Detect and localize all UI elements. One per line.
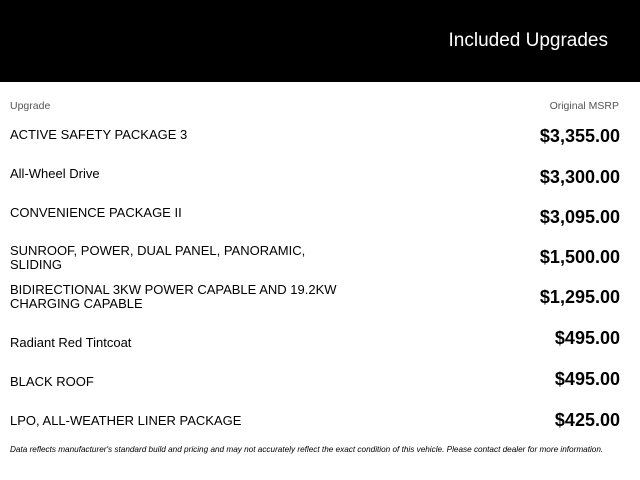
header-bar	[0, 0, 640, 82]
upgrade-name: BIDIRECTIONAL 3KW POWER CAPABLE AND 19.2KW CHARGING CAPABLE	[10, 282, 337, 311]
upgrade-name: LPO, ALL-WEATHER LINER PACKAGE	[10, 413, 242, 428]
upgrade-price: $425.00	[554, 410, 620, 430]
column-header-msrp: Original MSRP	[549, 100, 619, 112]
upgrade-name: All-Wheel Drive	[10, 166, 100, 181]
upgrade-price: $1,500.00	[539, 247, 620, 267]
upgrade-price: $495.00	[554, 369, 620, 389]
upgrade-price: $3,355.00	[539, 126, 620, 146]
upgrade-name: Radiant Red Tintcoat	[10, 335, 132, 350]
upgrade-price: $3,095.00	[539, 207, 620, 227]
disclaimer-text: Data reflects manufacturer's standard build and pricing and may not accurately reflect the exact condition of this vehicle. Please contact dealer for more information.	[10, 445, 604, 454]
upgrade-name: BLACK ROOF	[10, 374, 94, 389]
column-header-upgrade: Upgrade	[10, 100, 51, 112]
upgrade-price: $3,300.00	[539, 167, 620, 187]
upgrade-name: CONVENIENCE PACKAGE II	[10, 205, 182, 220]
upgrade-name: ACTIVE SAFETY PACKAGE 3	[10, 127, 188, 142]
upgrade-price: $495.00	[554, 328, 620, 348]
upgrade-name: SUNROOF, POWER, DUAL PANEL, PANORAMIC, SLIDING	[10, 243, 306, 272]
page-title: Included Upgrades	[448, 30, 608, 51]
upgrade-price: $1,295.00	[539, 287, 620, 307]
